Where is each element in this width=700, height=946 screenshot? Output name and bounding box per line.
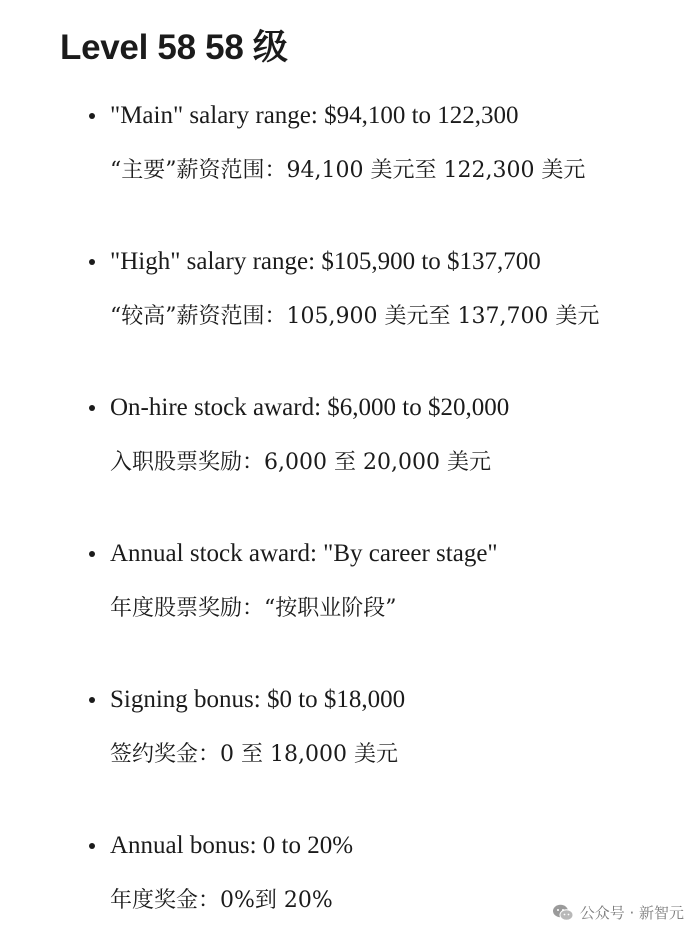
item-english-text: "Main" salary range: $94,100 to 122,300 [110,102,519,129]
item-chinese-text: “主要”薪资范围：94,100 美元至 122,300 美元 [110,158,586,183]
list-item [0,537,700,627]
page-title: Level 58 58 级 [60,28,288,67]
wechat-icon [552,903,574,923]
item-chinese-text: 入职股票奖励：6,000 至 20,000 美元 [110,450,491,475]
list-item [0,245,700,335]
bullet-dot [89,259,95,265]
item-english-text: On-hire stock award: $6,000 to $20,000 [110,394,510,421]
item-english-text: Annual stock award: "By career stage" [110,540,498,567]
bullet-dot [89,405,95,411]
item-chinese-text: 年度股票奖励：“按职业阶段” [110,596,397,621]
bullet-dot [89,551,95,557]
item-english-text: "High" salary range: $105,900 to $137,700 [110,248,541,275]
item-english-text: Annual bonus: 0 to 20% [110,832,354,859]
bullet-dot [89,843,95,849]
bullet-dot [89,697,95,703]
item-chinese-text: 年度奖金：0%到 20% [110,888,333,913]
watermark [552,902,684,923]
item-chinese-text: “较高”薪资范围：105,900 美元至 137,700 美元 [110,304,600,329]
list-item [0,683,700,773]
list-item [0,99,700,189]
item-english-text: Signing bonus: $0 to $18,000 [110,686,406,713]
item-chinese-text: 签约奖金：0 至 18,000 美元 [110,742,398,767]
list-item [0,391,700,481]
bullet-dot [89,113,95,119]
watermark-text: 公众号 · 新智元 [579,904,684,922]
